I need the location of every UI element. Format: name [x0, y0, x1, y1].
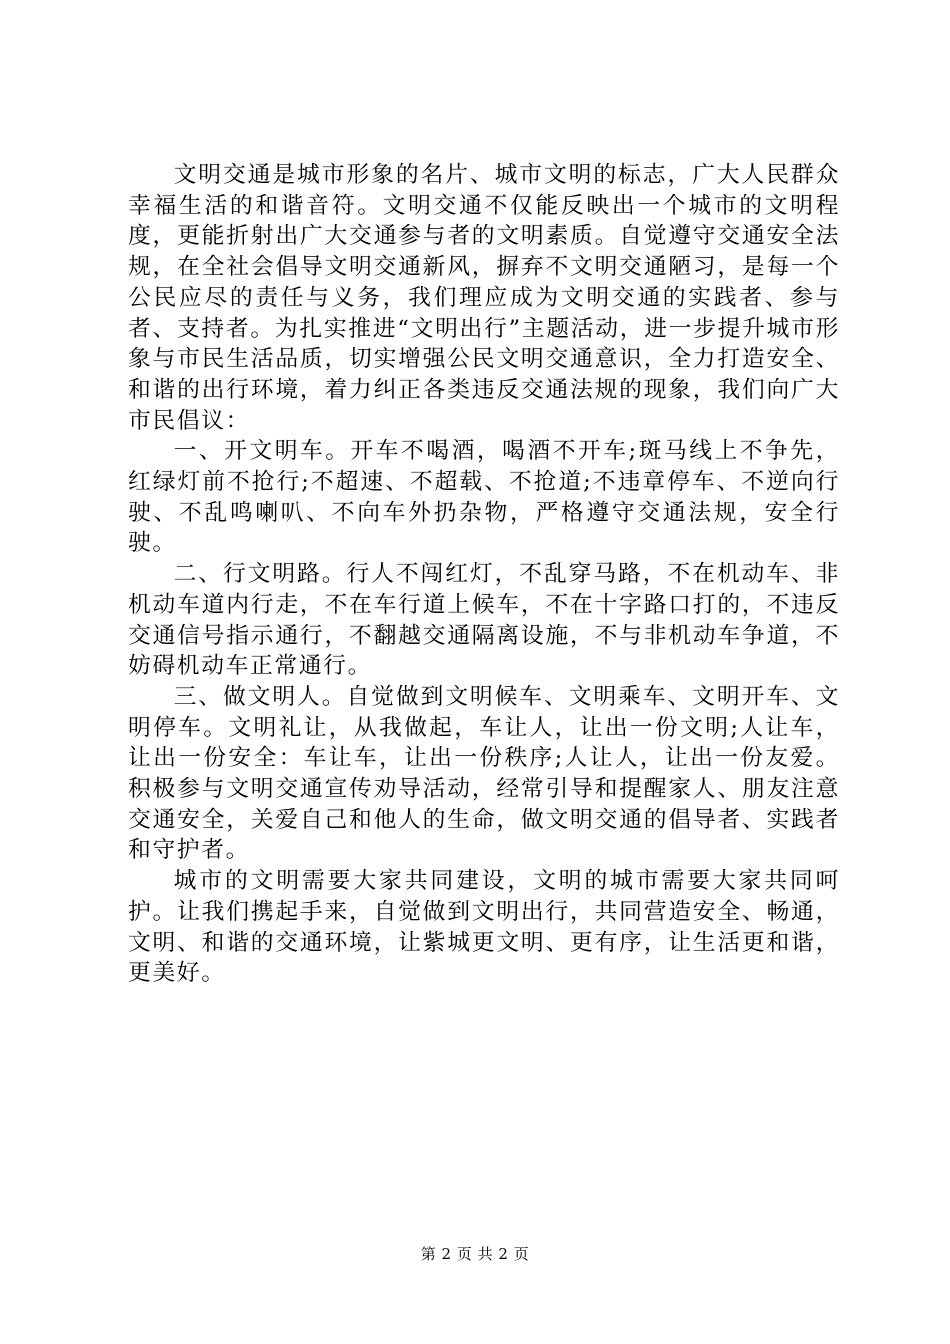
page-footer: 第 2 页 共 2 页 — [420, 1245, 530, 1263]
paragraph-drive-civilly: 一、开文明车。开车不喝酒，喝酒不开车;斑马线上不争先，红绿灯前不抢行;不超速、不超载、不抢道;不违章停车、不逆向行驶、不乱鸣喇叭、不向车外扔杂物，严格遵守交通法规，安全行驶。 — [128, 438, 840, 557]
paragraph-closing: 城市的文明需要大家共同建设，文明的城市需要大家共同呵护。让我们携起手来，自觉做到文明出行，共同营造安全、畅通，文明、和谐的交通环境，让紫城更文明、更有序，让生活更和谐，更美好。 — [128, 868, 840, 987]
paragraph-walk-civilly: 二、行文明路。行人不闯红灯，不乱穿马路，不在机动车、非机动车道内行走，不在车行道上候车，不在十字路口打的，不违反交通信号指示通行，不翻越交通隔离设施，不与非机动车争道，不妨碍机动车正常通行。 — [128, 561, 840, 680]
paragraph-be-civil: 三、做文明人。自觉做到文明候车、文明乘车、文明开车、文明停车。文明礼让，从我做起，车让人，让出一份文明;人让车，让出一份安全：车让车，让出一份秩序;人让人，让出一份友爱。积极参与文明交通宣传劝导活动，经常引导和提醒家人、朋友注意交通安全，关爱自己和他人的生命，做文明交通的倡导者、实践者和守护者。 — [128, 683, 840, 864]
document-body — [128, 160, 840, 989]
paragraph-intro: 文明交通是城市形象的名片、城市文明的标志，广大人民群众幸福生活的和谐音符。文明交通不仅能反映出一个城市的文明程度，更能折射出广大交通参与者的文明素质。自觉遵守交通安全法规，在全社会倡导文明交通新风，摒弃不文明交通陋习，是每一个公民应尽的责任与义务，我们理应成为文明交通的实践者、参与者、支持者。为扎实推进“文明出行”主题活动，进一步提升城市形象与市民生活品质，切实增强公民文明交通意识，全力打造安全、和谐的出行环境，着力纠正各类违反交通法规的现象，我们向广大市民倡议： — [128, 162, 840, 434]
